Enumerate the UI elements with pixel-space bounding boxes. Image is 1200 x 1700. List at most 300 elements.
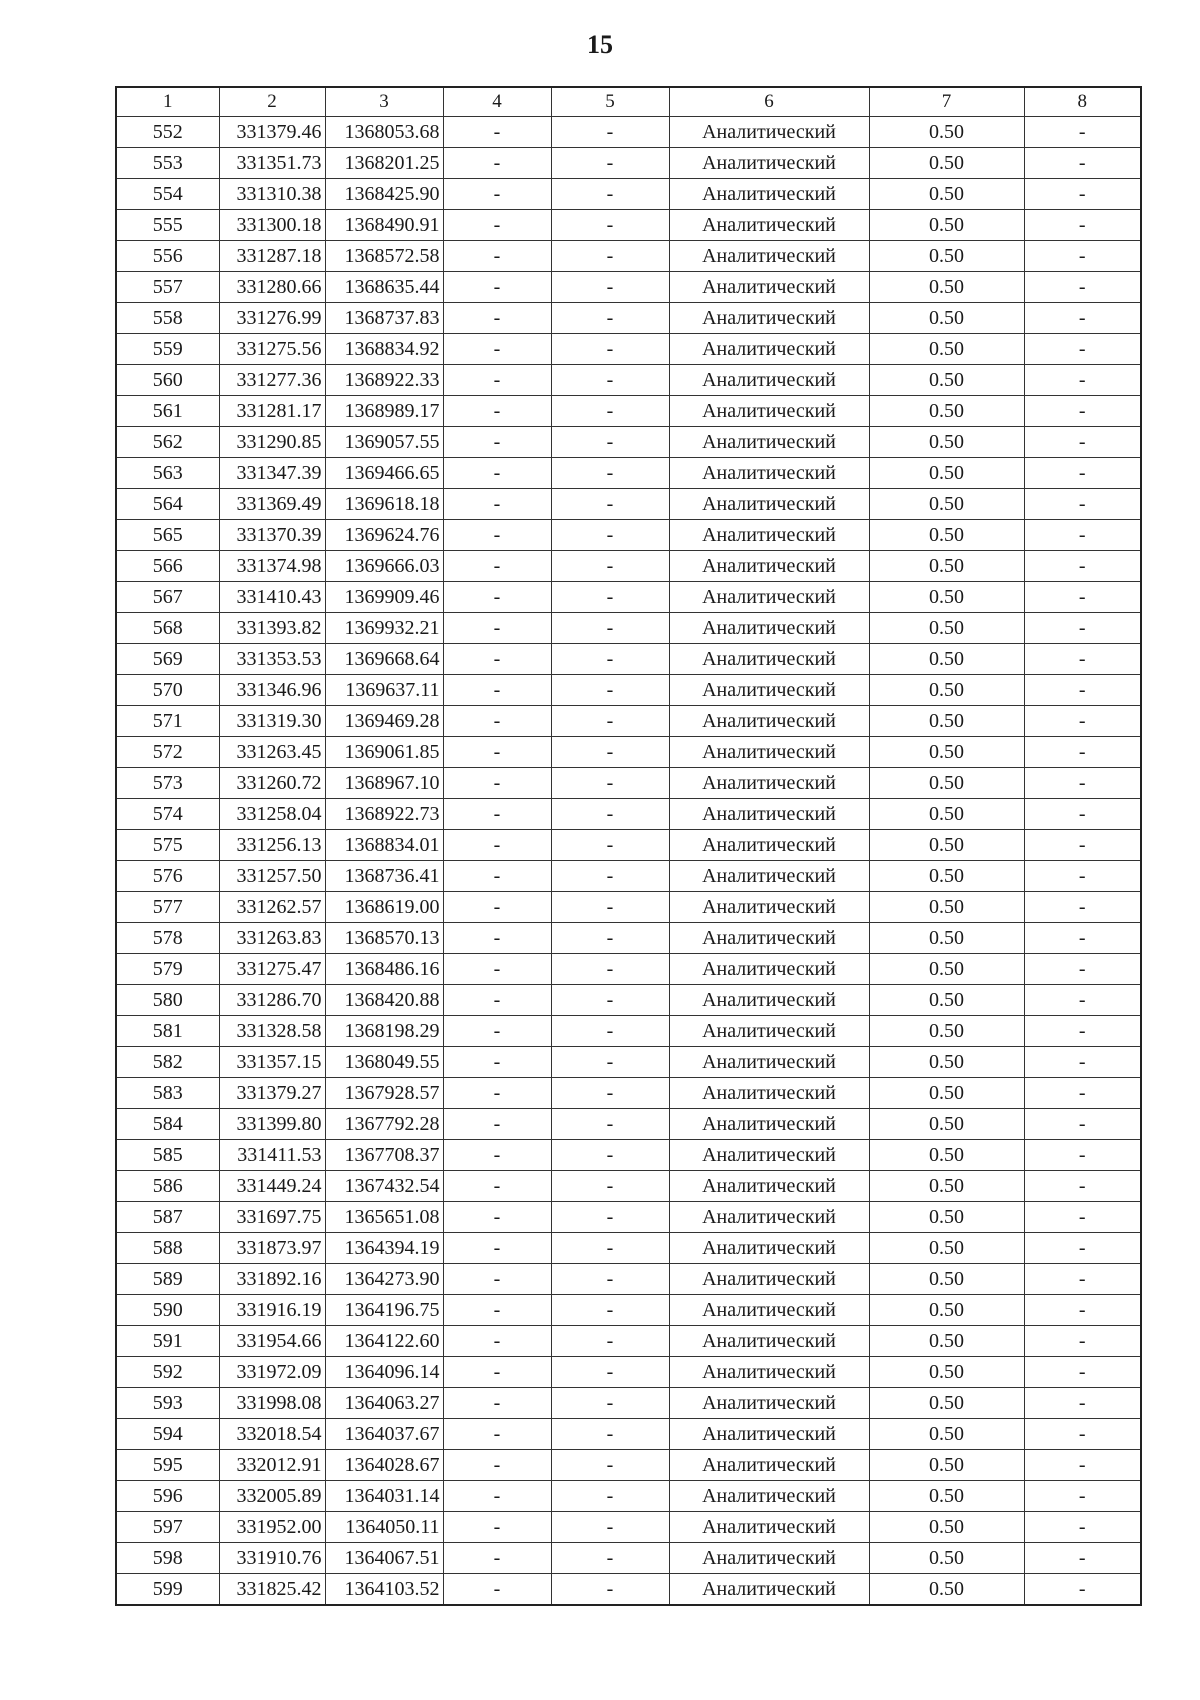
y-coordinate-cell: 1364122.60: [325, 1326, 443, 1357]
table-row: [116, 613, 1141, 644]
column-4-cell: -: [443, 861, 551, 892]
y-coordinate-cell: 1368967.10: [325, 768, 443, 799]
page-number: 15: [587, 30, 613, 59]
column-5-cell: -: [551, 892, 669, 923]
x-coordinate-cell: 331290.85: [219, 427, 325, 458]
column-8-cell: -: [1024, 1109, 1141, 1140]
table-row: [116, 365, 1141, 396]
point-number-cell: 597: [116, 1512, 219, 1543]
column-5-cell: -: [551, 675, 669, 706]
point-number-cell: 588: [116, 1233, 219, 1264]
column-header: 2: [219, 87, 325, 117]
accuracy-cell: 0.50: [869, 1295, 1024, 1326]
table-row: [116, 1419, 1141, 1450]
x-coordinate-cell: 331257.50: [219, 861, 325, 892]
x-coordinate-cell: 331954.66: [219, 1326, 325, 1357]
column-4-cell: -: [443, 365, 551, 396]
column-header: 1: [116, 87, 219, 117]
column-5-cell: -: [551, 1202, 669, 1233]
column-4-cell: -: [443, 1171, 551, 1202]
table-row: [116, 1016, 1141, 1047]
column-4-cell: -: [443, 1047, 551, 1078]
method-cell: Аналитический: [669, 582, 869, 613]
column-8-cell: -: [1024, 179, 1141, 210]
column-4-cell: -: [443, 768, 551, 799]
accuracy-cell: 0.50: [869, 985, 1024, 1016]
table-row: [116, 241, 1141, 272]
table-row: [116, 117, 1141, 148]
accuracy-cell: 0.50: [869, 1264, 1024, 1295]
table-row: [116, 737, 1141, 768]
point-number-cell: 577: [116, 892, 219, 923]
method-cell: Аналитический: [669, 644, 869, 675]
column-4-cell: -: [443, 1233, 551, 1264]
y-coordinate-cell: 1369469.28: [325, 706, 443, 737]
column-4-cell: -: [443, 1543, 551, 1574]
table-row: [116, 1047, 1141, 1078]
x-coordinate-cell: 331286.70: [219, 985, 325, 1016]
table-row: [116, 520, 1141, 551]
y-coordinate-cell: 1368572.58: [325, 241, 443, 272]
point-number-cell: 584: [116, 1109, 219, 1140]
y-coordinate-cell: 1368834.92: [325, 334, 443, 365]
column-5-cell: -: [551, 334, 669, 365]
y-coordinate-cell: 1364028.67: [325, 1450, 443, 1481]
point-number-cell: 575: [116, 830, 219, 861]
column-8-cell: -: [1024, 489, 1141, 520]
accuracy-cell: 0.50: [869, 1016, 1024, 1047]
method-cell: Аналитический: [669, 117, 869, 148]
column-8-cell: -: [1024, 458, 1141, 489]
point-number-cell: 587: [116, 1202, 219, 1233]
table-row: [116, 1078, 1141, 1109]
accuracy-cell: 0.50: [869, 1047, 1024, 1078]
point-number-cell: 596: [116, 1481, 219, 1512]
accuracy-cell: 0.50: [869, 334, 1024, 365]
accuracy-cell: 0.50: [869, 520, 1024, 551]
column-4-cell: -: [443, 241, 551, 272]
point-number-cell: 591: [116, 1326, 219, 1357]
column-5-cell: -: [551, 582, 669, 613]
method-cell: Аналитический: [669, 923, 869, 954]
table-row: [116, 396, 1141, 427]
column-5-cell: -: [551, 1419, 669, 1450]
accuracy-cell: 0.50: [869, 427, 1024, 458]
column-5-cell: -: [551, 272, 669, 303]
column-4-cell: -: [443, 1295, 551, 1326]
method-cell: Аналитический: [669, 737, 869, 768]
point-number-cell: 561: [116, 396, 219, 427]
point-number-cell: 557: [116, 272, 219, 303]
column-5-cell: -: [551, 148, 669, 179]
accuracy-cell: 0.50: [869, 1419, 1024, 1450]
x-coordinate-cell: 331287.18: [219, 241, 325, 272]
method-cell: Аналитический: [669, 1326, 869, 1357]
column-4-cell: -: [443, 551, 551, 582]
accuracy-cell: 0.50: [869, 582, 1024, 613]
column-8-cell: -: [1024, 830, 1141, 861]
column-4-cell: -: [443, 1016, 551, 1047]
table-row: [116, 303, 1141, 334]
y-coordinate-cell: 1369624.76: [325, 520, 443, 551]
column-4-cell: -: [443, 179, 551, 210]
column-5-cell: -: [551, 737, 669, 768]
accuracy-cell: 0.50: [869, 1481, 1024, 1512]
table-row: [116, 1264, 1141, 1295]
y-coordinate-cell: 1368619.00: [325, 892, 443, 923]
column-8-cell: -: [1024, 799, 1141, 830]
y-coordinate-cell: 1368425.90: [325, 179, 443, 210]
column-8-cell: -: [1024, 1047, 1141, 1078]
x-coordinate-cell: 331892.16: [219, 1264, 325, 1295]
point-number-cell: 562: [116, 427, 219, 458]
accuracy-cell: 0.50: [869, 1512, 1024, 1543]
column-4-cell: -: [443, 1140, 551, 1171]
x-coordinate-cell: 331263.45: [219, 737, 325, 768]
y-coordinate-cell: 1364037.67: [325, 1419, 443, 1450]
column-5-cell: -: [551, 427, 669, 458]
column-4-cell: -: [443, 1574, 551, 1606]
accuracy-cell: 0.50: [869, 489, 1024, 520]
x-coordinate-cell: 331353.53: [219, 644, 325, 675]
point-number-cell: 593: [116, 1388, 219, 1419]
column-4-cell: -: [443, 799, 551, 830]
column-5-cell: -: [551, 768, 669, 799]
method-cell: Аналитический: [669, 1078, 869, 1109]
accuracy-cell: 0.50: [869, 830, 1024, 861]
method-cell: Аналитический: [669, 1357, 869, 1388]
column-5-cell: -: [551, 396, 669, 427]
accuracy-cell: 0.50: [869, 954, 1024, 985]
column-header: 5: [551, 87, 669, 117]
column-8-cell: -: [1024, 1295, 1141, 1326]
point-number-cell: 590: [116, 1295, 219, 1326]
y-coordinate-cell: 1368049.55: [325, 1047, 443, 1078]
y-coordinate-cell: 1369932.21: [325, 613, 443, 644]
column-5-cell: -: [551, 1326, 669, 1357]
method-cell: Аналитический: [669, 830, 869, 861]
y-coordinate-cell: 1369637.11: [325, 675, 443, 706]
column-4-cell: -: [443, 117, 551, 148]
x-coordinate-cell: 331262.57: [219, 892, 325, 923]
point-number-cell: 571: [116, 706, 219, 737]
column-4-cell: -: [443, 1326, 551, 1357]
point-number-cell: 566: [116, 551, 219, 582]
column-8-cell: -: [1024, 1078, 1141, 1109]
point-number-cell: 572: [116, 737, 219, 768]
table-row: [116, 148, 1141, 179]
column-8-cell: -: [1024, 582, 1141, 613]
column-8-cell: -: [1024, 1171, 1141, 1202]
column-8-cell: -: [1024, 1264, 1141, 1295]
column-4-cell: -: [443, 1512, 551, 1543]
table-row: [116, 179, 1141, 210]
accuracy-cell: 0.50: [869, 675, 1024, 706]
y-coordinate-cell: 1369909.46: [325, 582, 443, 613]
column-8-cell: -: [1024, 892, 1141, 923]
y-coordinate-cell: 1368635.44: [325, 272, 443, 303]
column-8-cell: -: [1024, 644, 1141, 675]
column-header: 3: [325, 87, 443, 117]
x-coordinate-cell: 332005.89: [219, 1481, 325, 1512]
table-row: [116, 799, 1141, 830]
table-row: [116, 582, 1141, 613]
point-number-cell: 565: [116, 520, 219, 551]
table-row: [116, 1171, 1141, 1202]
point-number-cell: 569: [116, 644, 219, 675]
column-5-cell: -: [551, 1388, 669, 1419]
coordinates-table: [115, 86, 1142, 1606]
column-5-cell: -: [551, 644, 669, 675]
column-5-cell: -: [551, 706, 669, 737]
method-cell: Аналитический: [669, 1233, 869, 1264]
method-cell: Аналитический: [669, 1109, 869, 1140]
column-8-cell: -: [1024, 210, 1141, 241]
x-coordinate-cell: 331697.75: [219, 1202, 325, 1233]
column-header: 4: [443, 87, 551, 117]
y-coordinate-cell: 1365651.08: [325, 1202, 443, 1233]
column-header: 7: [869, 87, 1024, 117]
y-coordinate-cell: 1368834.01: [325, 830, 443, 861]
table-row: [116, 861, 1141, 892]
x-coordinate-cell: 331410.43: [219, 582, 325, 613]
x-coordinate-cell: 331910.76: [219, 1543, 325, 1574]
x-coordinate-cell: 332018.54: [219, 1419, 325, 1450]
accuracy-cell: 0.50: [869, 737, 1024, 768]
column-5-cell: -: [551, 1450, 669, 1481]
table-row: [116, 892, 1141, 923]
table-row: [116, 1202, 1141, 1233]
column-5-cell: -: [551, 985, 669, 1016]
table-row: [116, 954, 1141, 985]
method-cell: Аналитический: [669, 1512, 869, 1543]
x-coordinate-cell: 331379.27: [219, 1078, 325, 1109]
x-coordinate-cell: 331399.80: [219, 1109, 325, 1140]
column-8-cell: -: [1024, 706, 1141, 737]
accuracy-cell: 0.50: [869, 1574, 1024, 1606]
table-row: [116, 210, 1141, 241]
accuracy-cell: 0.50: [869, 1543, 1024, 1574]
y-coordinate-cell: 1368989.17: [325, 396, 443, 427]
point-number-cell: 578: [116, 923, 219, 954]
accuracy-cell: 0.50: [869, 1233, 1024, 1264]
point-number-cell: 552: [116, 117, 219, 148]
column-4-cell: -: [443, 427, 551, 458]
method-cell: Аналитический: [669, 489, 869, 520]
point-number-cell: 594: [116, 1419, 219, 1450]
point-number-cell: 592: [116, 1357, 219, 1388]
column-8-cell: -: [1024, 241, 1141, 272]
y-coordinate-cell: 1367708.37: [325, 1140, 443, 1171]
x-coordinate-cell: 331411.53: [219, 1140, 325, 1171]
table-row: [116, 272, 1141, 303]
table-row: [116, 334, 1141, 365]
table-row: [116, 644, 1141, 675]
accuracy-cell: 0.50: [869, 861, 1024, 892]
x-coordinate-cell: 331280.66: [219, 272, 325, 303]
method-cell: Аналитический: [669, 365, 869, 396]
accuracy-cell: 0.50: [869, 1171, 1024, 1202]
y-coordinate-cell: 1364067.51: [325, 1543, 443, 1574]
column-8-cell: -: [1024, 768, 1141, 799]
column-4-cell: -: [443, 1450, 551, 1481]
method-cell: Аналитический: [669, 1481, 869, 1512]
accuracy-cell: 0.50: [869, 1140, 1024, 1171]
column-4-cell: -: [443, 1419, 551, 1450]
y-coordinate-cell: 1364273.90: [325, 1264, 443, 1295]
accuracy-cell: 0.50: [869, 1109, 1024, 1140]
accuracy-cell: 0.50: [869, 1450, 1024, 1481]
table-row: [116, 1295, 1141, 1326]
accuracy-cell: 0.50: [869, 1388, 1024, 1419]
method-cell: Аналитический: [669, 1016, 869, 1047]
table-row: [116, 1233, 1141, 1264]
column-8-cell: -: [1024, 1543, 1141, 1574]
column-4-cell: -: [443, 272, 551, 303]
table-row: [116, 768, 1141, 799]
column-5-cell: -: [551, 179, 669, 210]
column-5-cell: -: [551, 1574, 669, 1606]
column-5-cell: -: [551, 520, 669, 551]
column-5-cell: -: [551, 458, 669, 489]
column-8-cell: -: [1024, 148, 1141, 179]
column-4-cell: -: [443, 210, 551, 241]
column-4-cell: -: [443, 582, 551, 613]
method-cell: Аналитический: [669, 1450, 869, 1481]
accuracy-cell: 0.50: [869, 706, 1024, 737]
method-cell: Аналитический: [669, 427, 869, 458]
column-5-cell: -: [551, 923, 669, 954]
point-number-cell: 576: [116, 861, 219, 892]
column-5-cell: -: [551, 489, 669, 520]
accuracy-cell: 0.50: [869, 241, 1024, 272]
y-coordinate-cell: 1368198.29: [325, 1016, 443, 1047]
point-number-cell: 599: [116, 1574, 219, 1606]
y-coordinate-cell: 1369666.03: [325, 551, 443, 582]
table-row: [116, 923, 1141, 954]
method-cell: Аналитический: [669, 334, 869, 365]
table-row: [116, 1543, 1141, 1574]
method-cell: Аналитический: [669, 613, 869, 644]
column-8-cell: -: [1024, 1357, 1141, 1388]
column-4-cell: -: [443, 737, 551, 768]
column-5-cell: -: [551, 1357, 669, 1388]
y-coordinate-cell: 1368922.33: [325, 365, 443, 396]
point-number-cell: 558: [116, 303, 219, 334]
column-8-cell: -: [1024, 551, 1141, 582]
column-4-cell: -: [443, 489, 551, 520]
x-coordinate-cell: 331256.13: [219, 830, 325, 861]
column-5-cell: -: [551, 954, 669, 985]
x-coordinate-cell: 331351.73: [219, 148, 325, 179]
accuracy-cell: 0.50: [869, 117, 1024, 148]
accuracy-cell: 0.50: [869, 303, 1024, 334]
column-8-cell: -: [1024, 396, 1141, 427]
y-coordinate-cell: 1367792.28: [325, 1109, 443, 1140]
x-coordinate-cell: 331370.39: [219, 520, 325, 551]
table-row: [116, 1109, 1141, 1140]
column-8-cell: -: [1024, 1202, 1141, 1233]
x-coordinate-cell: 331328.58: [219, 1016, 325, 1047]
table-row: [116, 458, 1141, 489]
point-number-cell: 581: [116, 1016, 219, 1047]
accuracy-cell: 0.50: [869, 892, 1024, 923]
point-number-cell: 585: [116, 1140, 219, 1171]
column-5-cell: -: [551, 241, 669, 272]
accuracy-cell: 0.50: [869, 768, 1024, 799]
column-8-cell: -: [1024, 303, 1141, 334]
method-cell: Аналитический: [669, 520, 869, 551]
column-8-cell: -: [1024, 675, 1141, 706]
accuracy-cell: 0.50: [869, 1202, 1024, 1233]
point-number-cell: 563: [116, 458, 219, 489]
method-cell: Аналитический: [669, 1264, 869, 1295]
y-coordinate-cell: 1364096.14: [325, 1357, 443, 1388]
y-coordinate-cell: 1368570.13: [325, 923, 443, 954]
method-cell: Аналитический: [669, 768, 869, 799]
accuracy-cell: 0.50: [869, 551, 1024, 582]
table-row: [116, 427, 1141, 458]
x-coordinate-cell: 331998.08: [219, 1388, 325, 1419]
method-cell: Аналитический: [669, 1140, 869, 1171]
accuracy-cell: 0.50: [869, 458, 1024, 489]
column-4-cell: -: [443, 1357, 551, 1388]
point-number-cell: 555: [116, 210, 219, 241]
method-cell: Аналитический: [669, 458, 869, 489]
table-row: [116, 830, 1141, 861]
column-5-cell: -: [551, 117, 669, 148]
column-8-cell: -: [1024, 1326, 1141, 1357]
column-5-cell: -: [551, 1481, 669, 1512]
point-number-cell: 567: [116, 582, 219, 613]
table-row: [116, 551, 1141, 582]
column-5-cell: -: [551, 303, 669, 334]
column-8-cell: -: [1024, 365, 1141, 396]
point-number-cell: 574: [116, 799, 219, 830]
column-4-cell: -: [443, 1202, 551, 1233]
method-cell: Аналитический: [669, 1202, 869, 1233]
accuracy-cell: 0.50: [869, 644, 1024, 675]
y-coordinate-cell: 1369668.64: [325, 644, 443, 675]
column-8-cell: -: [1024, 1016, 1141, 1047]
column-5-cell: -: [551, 1512, 669, 1543]
x-coordinate-cell: 331258.04: [219, 799, 325, 830]
x-coordinate-cell: 331357.15: [219, 1047, 325, 1078]
table-row: [116, 489, 1141, 520]
column-header: 8: [1024, 87, 1141, 117]
method-cell: Аналитический: [669, 675, 869, 706]
x-coordinate-cell: 331374.98: [219, 551, 325, 582]
method-cell: Аналитический: [669, 272, 869, 303]
column-8-cell: -: [1024, 1388, 1141, 1419]
y-coordinate-cell: 1364103.52: [325, 1574, 443, 1606]
column-8-cell: -: [1024, 923, 1141, 954]
column-4-cell: -: [443, 985, 551, 1016]
column-4-cell: -: [443, 675, 551, 706]
column-8-cell: -: [1024, 1481, 1141, 1512]
point-number-cell: 559: [116, 334, 219, 365]
table-row: [116, 1574, 1141, 1606]
x-coordinate-cell: 331916.19: [219, 1295, 325, 1326]
column-8-cell: -: [1024, 954, 1141, 985]
method-cell: Аналитический: [669, 1543, 869, 1574]
accuracy-cell: 0.50: [869, 1357, 1024, 1388]
method-cell: Аналитический: [669, 241, 869, 272]
accuracy-cell: 0.50: [869, 799, 1024, 830]
y-coordinate-cell: 1368922.73: [325, 799, 443, 830]
column-5-cell: -: [551, 1078, 669, 1109]
method-cell: Аналитический: [669, 1419, 869, 1450]
